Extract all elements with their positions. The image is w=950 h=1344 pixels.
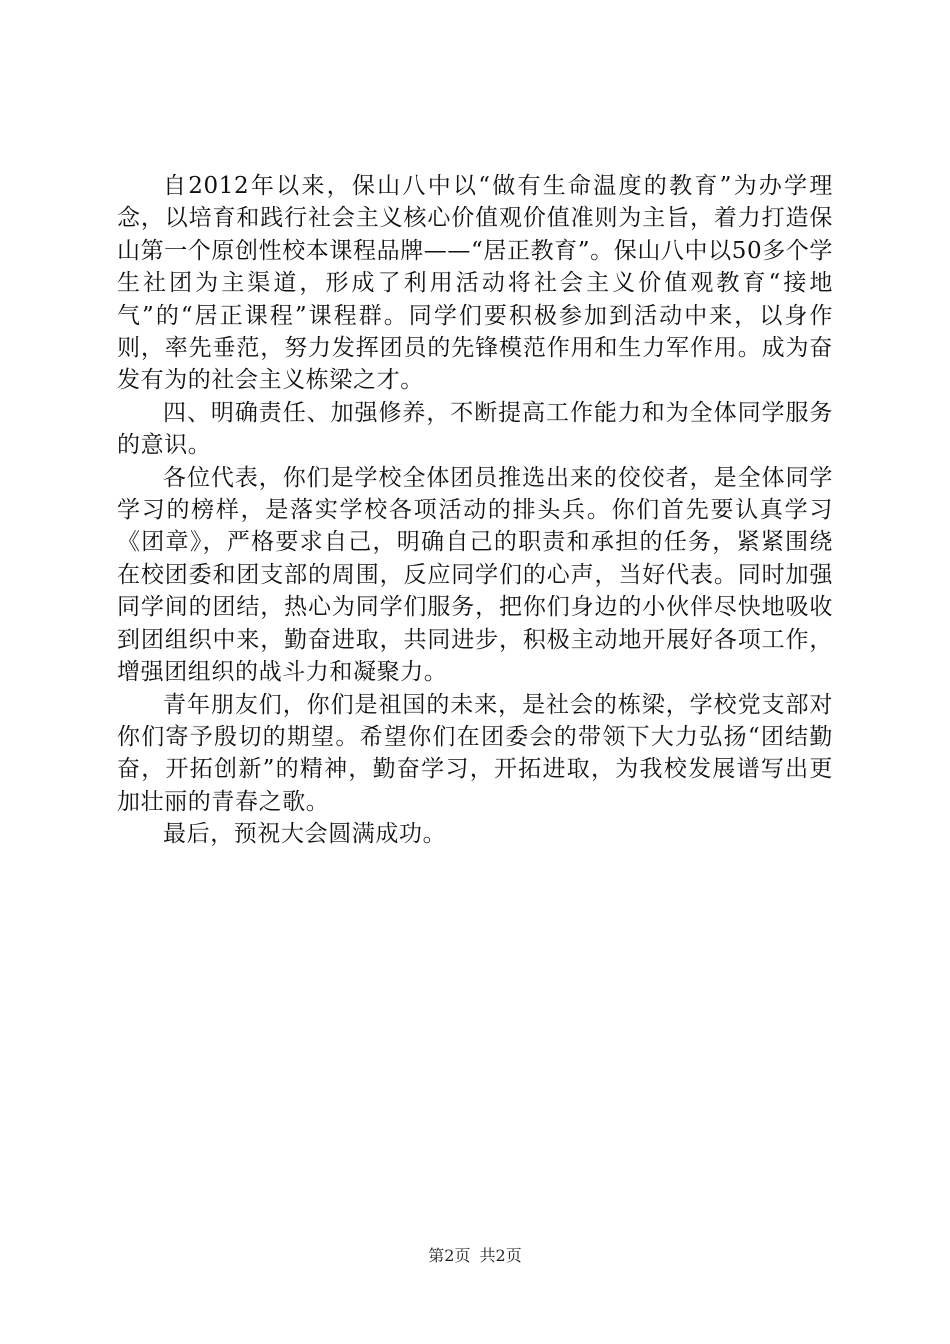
paragraph-closing: 最后，预祝大会圆满成功。 xyxy=(163,821,447,848)
paragraph-representatives: 各位代表，你们是学校全体团员推选出来的佼佼者，是全体同学学习的榜样，是落实学校各项活动的排头兵。你们首先要认真学习《团章》，严格要求自己，明确自己的职责和承担的任务，紧紧围绕在校团委和团支部的周围，反应同学们的心声，当好代表。同时加强同学间的团结，热心为同学们服务，把你们身边的小伙伴尽快地吸收到团组织中来，勤奋进取，共同进步，积极主动地开展好各项工作，增强团组织的战斗力和凝聚力。 xyxy=(117,464,833,686)
page-total: 共2页 xyxy=(479,1246,522,1265)
paragraph-section-four-heading: 四、明确责任、加强修养，不断提高工作能力和为全体同学服务的意识。 xyxy=(117,399,833,459)
page-footer xyxy=(0,1243,950,1266)
page-number: 第2页 xyxy=(428,1246,471,1265)
document-body xyxy=(117,170,833,851)
paragraph-school-philosophy: 自2012年以来，保山八中以“做有生命温度的教育”为办学理念，以培育和践行社会主义核心价值观价值准则为主旨，着力打造保山第一个原创性校本课程品牌——“居正教育”。保山八中以50多个学生社团为主渠道，形成了利用活动将社会主义价值观教育“接地气”的“居正课程”课程群。同学们要积极参加到活动中来，以身作则，率先垂范，努力发挥团员的先锋模范作用和生力军作用。成为奋发有为的社会主义栋梁之才。 xyxy=(117,173,833,394)
paragraph-youth-friends: 青年朋友们，你们是祖国的未来，是社会的栋梁，学校党支部对你们寄予殷切的期望。希望你们在团委会的带领下大力弘扬“团结勤奋，开拓创新”的精神，勤奋学习，开拓进取，为我校发展谱写出更加壮丽的青春之歌。 xyxy=(117,691,833,815)
